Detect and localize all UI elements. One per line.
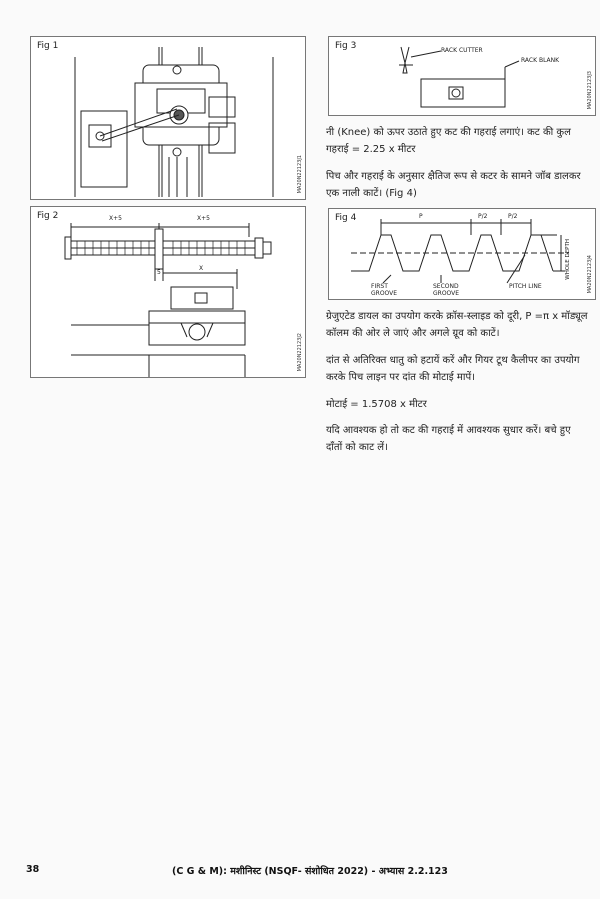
pitch-p-label: P bbox=[419, 213, 423, 220]
figure-1-code: MA20N22123J1 bbox=[297, 154, 303, 193]
figure-4 bbox=[328, 208, 596, 300]
arbor-spacing-drawing bbox=[31, 207, 307, 379]
depth-label: DEPTH bbox=[565, 239, 571, 258]
paragraph-line: कॉलम की ओर ले जाएं और अगले ग्रूव को काटें। bbox=[326, 328, 500, 339]
dim-x-label: X bbox=[199, 265, 204, 272]
paragraph-tooth-caliper bbox=[326, 352, 598, 386]
groove-profile-drawing bbox=[329, 209, 597, 301]
paragraph-line: पिच और गहराई के अनुसार क्षैतिज रूप से कटर के सामने जॉब डालकर bbox=[326, 171, 581, 182]
paragraph-line: ग्रेजुएटेड डायल का उपयोग करके क्रॉस-स्लाइड को दूरी, P =π x मॉड्यूल bbox=[326, 311, 588, 322]
paragraph-line: दांत से अतिरिक्त धातु को हटायें करें और गियर टूथ कैलीपर का उपयोग bbox=[326, 355, 580, 366]
figure-2 bbox=[30, 206, 306, 378]
paragraph-line: गहराई = 2.25 x मीटर bbox=[326, 144, 416, 155]
figure-4-code: MA20N22123J4 bbox=[587, 254, 593, 293]
pitch-line-label: PITCH LINE bbox=[509, 283, 542, 290]
paragraph-line: यदि आवश्यक हो तो कट की गहराई में आवश्यक सुधार करें। बचे हुए bbox=[326, 425, 571, 436]
figure-1-label: Fig 1 bbox=[37, 41, 59, 51]
milling-setup-drawing bbox=[31, 37, 307, 201]
figure-4-label: Fig 4 bbox=[335, 213, 357, 223]
footer-title: (C G & M): मशीनिस्ट (NSQF- संशोधित 2022) - अभ्यास 2.2.123 bbox=[172, 866, 448, 877]
dim-small-label: 5 bbox=[157, 269, 161, 276]
first-groove-word: GROOVE bbox=[371, 290, 398, 297]
figure-3 bbox=[328, 36, 596, 116]
figure-2-code: MA20N22123J2 bbox=[297, 332, 303, 371]
paragraph-cross-slide bbox=[326, 308, 598, 342]
first-label: FIRST bbox=[371, 283, 388, 290]
figure-3-label: Fig 3 bbox=[335, 41, 357, 51]
paragraph-pitch-depth bbox=[326, 168, 598, 202]
figure-2-label: Fig 2 bbox=[37, 211, 59, 221]
paragraph-line: मोटाई = 1.5708 x मीटर bbox=[326, 399, 427, 410]
paragraph-line: दाँतों को काट लें। bbox=[326, 442, 388, 453]
paragraph-line: नी (Knee) को ऊपर उठाते हुए कट की गहराई लगाएं। कट की कुल bbox=[326, 127, 571, 138]
rack-blank-label: RACK BLANK bbox=[521, 57, 560, 64]
half-pitch-label-1: P/2 bbox=[478, 213, 488, 220]
second-groove-label bbox=[433, 283, 459, 297]
whole-depth-label bbox=[565, 239, 571, 280]
paragraph-line: एक नाली काटें। (Fig 4) bbox=[326, 188, 417, 199]
whole-label: WHOLE bbox=[565, 259, 571, 280]
second-groove-word: GROOVE bbox=[433, 290, 460, 297]
second-label: SECOND bbox=[433, 283, 459, 290]
figure-1 bbox=[30, 36, 306, 200]
paragraph-thickness bbox=[326, 396, 598, 413]
figure-3-code: MA20N22123J3 bbox=[587, 70, 593, 109]
page-footer bbox=[0, 864, 600, 878]
dim-right-label: X+5 bbox=[197, 215, 210, 222]
page-number: 38 bbox=[26, 864, 40, 875]
paragraph-line: करके पिच लाइन पर दांत की मोटाई मापें। bbox=[326, 372, 475, 383]
paragraph-correction bbox=[326, 422, 598, 456]
half-pitch-label-2: P/2 bbox=[508, 213, 518, 220]
paragraph-knee-depth bbox=[326, 124, 598, 158]
rack-cutter-label: RACK CUTTER bbox=[441, 47, 483, 54]
dim-left-label: X+5 bbox=[109, 215, 122, 222]
first-groove-label bbox=[371, 283, 397, 297]
